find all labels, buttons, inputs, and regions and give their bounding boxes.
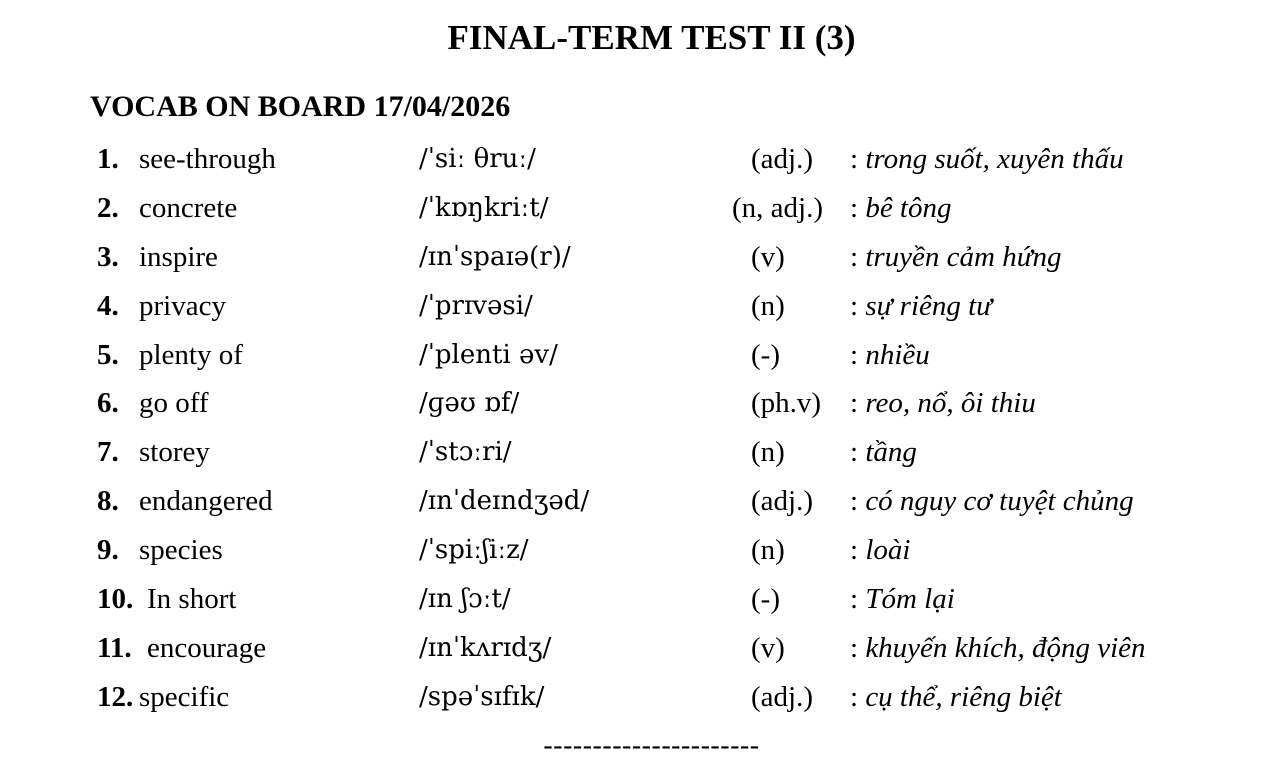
vocab-pos: (adj.): [751, 485, 813, 518]
vocab-word: species: [139, 534, 223, 567]
separator-colon: :: [850, 436, 859, 469]
vocab-pos: (v): [751, 240, 785, 273]
vocab-row: [0, 477, 1271, 526]
separator-colon: :: [850, 534, 859, 567]
vocab-row: [0, 575, 1271, 624]
meaning-text: nhiều: [865, 338, 930, 371]
vocab-number: 7.: [97, 436, 119, 469]
separator-colon: :: [850, 289, 859, 322]
vocab-number: 10.: [97, 583, 134, 616]
vocab-pos: (adj.): [751, 143, 813, 175]
vocab-row: [0, 233, 1271, 282]
vocab-row: [0, 428, 1271, 477]
vocab-word: go off: [139, 387, 209, 420]
meaning-text: trong suốt, xuyên thấu: [865, 143, 1124, 175]
vocab-row: [0, 624, 1271, 673]
vocab-pos: (v): [751, 631, 785, 664]
vocab-meaning: [850, 575, 955, 624]
vocab-ipa: /ɪnˈkʌrɪdʒ/: [419, 632, 552, 663]
vocab-ipa: /ɪnˈdeɪndʒəd/: [419, 486, 590, 517]
vocab-pos: (n): [751, 436, 785, 469]
vocab-meaning: [850, 428, 917, 477]
vocab-word: plenty of: [139, 338, 243, 371]
vocab-pos: (n): [751, 289, 785, 322]
meaning-text: reo, nổ, ôi thiu: [865, 387, 1036, 420]
meaning-text: truyền cảm hứng: [865, 240, 1062, 273]
vocab-word: specific: [139, 680, 230, 713]
vocab-number: 6.: [97, 387, 119, 420]
vocab-pos: (-): [751, 338, 780, 371]
vocab-row: [0, 673, 1271, 722]
separator-colon: :: [850, 583, 859, 616]
vocab-row: [0, 379, 1271, 428]
meaning-text: tầng: [865, 436, 917, 469]
vocab-meaning: [850, 282, 992, 331]
vocab-number: 1.: [97, 143, 119, 175]
vocab-meaning: [850, 673, 1062, 722]
vocab-number: 5.: [97, 338, 119, 371]
separator-colon: :: [850, 240, 859, 273]
separator-colon: :: [850, 143, 859, 175]
vocab-row: [0, 282, 1271, 331]
separator-colon: :: [850, 338, 859, 371]
vocab-word: see-through: [139, 143, 276, 175]
vocab-row: [0, 526, 1271, 575]
meaning-text: sự riêng tư: [865, 289, 993, 322]
vocab-pos: (adj.): [751, 680, 813, 713]
vocab-meaning: [850, 624, 1146, 673]
vocab-meaning: [850, 184, 952, 233]
meaning-text: Tóm lại: [865, 583, 955, 616]
vocab-ipa: /ˈsiː θruː/: [419, 144, 536, 174]
vocab-row: [0, 135, 1271, 184]
vocab-meaning: [850, 331, 930, 380]
vocab-number: 2.: [97, 191, 119, 224]
meaning-text: loài: [865, 534, 911, 567]
vocab-number: 12.: [97, 680, 134, 713]
vocab-ipa: /spəˈsɪfɪk/: [419, 681, 545, 712]
meaning-text: có nguy cơ tuyệt chủng: [865, 485, 1134, 518]
vocab-pos: (-): [751, 583, 780, 616]
vocab-meaning: [850, 135, 1124, 184]
vocab-ipa: /ˈstɔːri/: [419, 437, 512, 468]
vocab-word: endangered: [139, 485, 273, 518]
vocab-word: In short: [147, 583, 237, 616]
vocab-meaning: [850, 233, 1062, 282]
vocab-word: inspire: [139, 240, 218, 273]
separator-colon: :: [850, 680, 859, 713]
vocab-meaning: [850, 477, 1134, 526]
vocab-ipa: /ˈprɪvəsi/: [419, 290, 533, 321]
page-title: FINAL-TERM TEST II (3): [447, 18, 856, 57]
vocab-number: 8.: [97, 485, 119, 518]
vocab-ipa: /ɡəʊ ɒf/: [419, 388, 520, 419]
vocab-number: 9.: [97, 534, 119, 567]
meaning-text: bê tông: [865, 191, 952, 224]
vocab-ipa: /ɪnˈspaɪə(r)/: [419, 241, 571, 272]
vocab-meaning: [850, 379, 1036, 428]
divider-line: ----------------------: [543, 730, 760, 761]
vocab-word: privacy: [139, 289, 226, 322]
vocab-row: [0, 184, 1271, 233]
separator-colon: :: [850, 485, 859, 518]
vocab-meaning: [850, 526, 910, 575]
vocab-ipa: /ɪn ʃɔːt/: [419, 584, 511, 615]
vocab-ipa: /ˈplenti əv/: [419, 339, 558, 370]
vocab-pos: (n): [751, 534, 785, 567]
vocab-number: 3.: [97, 240, 119, 273]
vocab-list: [0, 135, 1271, 722]
meaning-text: cụ thể, riêng biệt: [865, 680, 1062, 713]
vocab-number: 11.: [97, 631, 132, 664]
section-heading: VOCAB ON BOARD 17/04/2026: [90, 90, 511, 123]
vocab-pos: (ph.v): [751, 387, 822, 420]
vocab-row: [0, 331, 1271, 380]
vocab-number: 4.: [97, 289, 119, 322]
vocab-word: concrete: [139, 191, 238, 224]
vocab-word: storey: [139, 436, 210, 469]
separator-colon: :: [850, 191, 859, 224]
separator-colon: :: [850, 387, 859, 420]
meaning-text: khuyến khích, động viên: [865, 631, 1146, 664]
vocab-ipa: /ˈspiːʃiːz/: [419, 535, 529, 566]
separator-colon: :: [850, 631, 859, 664]
vocab-word: encourage: [147, 631, 267, 664]
vocab-pos: (n, adj.): [732, 191, 823, 224]
vocab-ipa: /ˈkɒŋkriːt/: [419, 192, 549, 223]
